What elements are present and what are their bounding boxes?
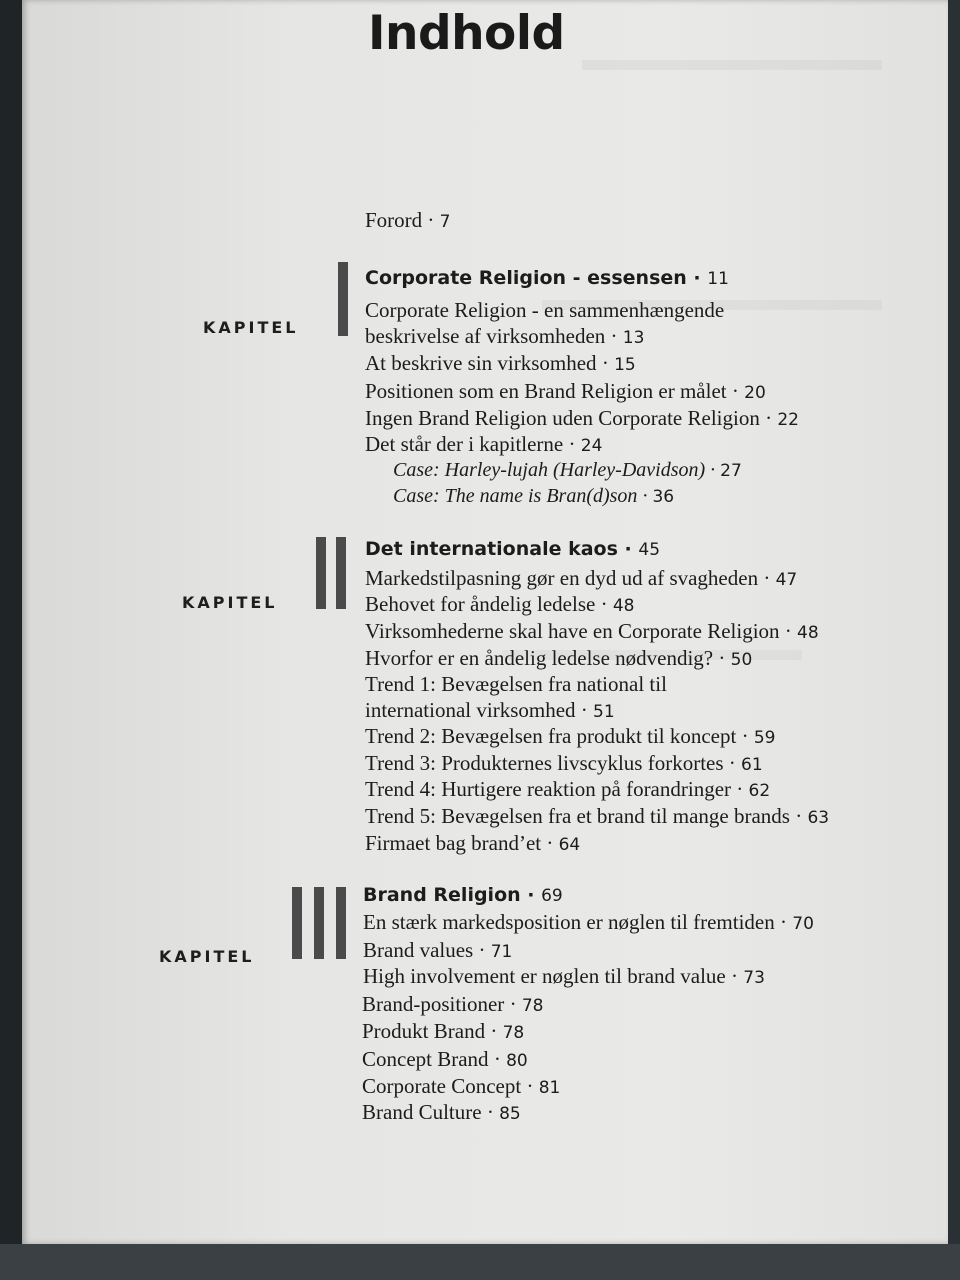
page-number: 81 [538,1078,561,1098]
entry-text: Brand values [363,938,474,962]
entry-text: High involvement er nøglen til brand value [363,964,726,988]
page-number: 85 [499,1104,521,1124]
entry-text: Forord [365,208,423,232]
numeral-bar [338,262,348,336]
toc-entry: Produkt Brand · 78 [362,1019,525,1043]
page-number: 69 [541,886,563,906]
toc-entry: international virksomhed · 51 [365,698,615,722]
page-number: 48 [797,623,819,643]
page-number: 47 [775,570,798,590]
page-number: 24 [580,436,603,456]
toc-entry: En stærk markedsposition er nøglen til fremtiden · 70 [363,910,814,934]
toc-entry: Corporate Concept · 81 [362,1074,561,1098]
entry-text: En stærk markedsposition er nøglen til fremtiden [363,910,775,934]
entry-text: Trend 5: Bevægelsen fra et brand til mange brands [365,804,790,828]
page-number: 62 [748,781,771,801]
chapter-label: KAPITEL [203,318,299,337]
page-number: 48 [612,596,635,616]
entry-text: Corporate Religion - essensen [365,267,687,289]
entry-text: Corporate Concept [362,1074,522,1098]
page-number: 59 [753,728,776,748]
toc-entry: Brand values · 71 [363,938,513,962]
book-cover-edge-right [948,0,960,1244]
page-number: 71 [490,942,513,962]
entry-text: Firmaet bag brand’et [365,831,542,855]
book-cover-edge [0,0,22,1280]
page-number: 61 [741,755,763,775]
toc-entry: At beskrive sin virksomhed · 15 [365,351,636,375]
page-number: 11 [707,269,729,289]
entry-text: Case: Harley-lujah (Harley-Davidson) [393,459,706,481]
page-number: 45 [638,540,661,560]
entry-text: Det står der i kapitlerne [365,432,564,456]
entry-text: Positionen som en Brand Religion er målet [365,379,727,403]
toc-entry: Firmaet bag brand’et · 64 [365,831,581,855]
chapter-heading: Det internationale kaos · 45 [365,538,661,560]
table-surface [0,1244,960,1280]
page-number: 63 [807,808,830,828]
toc-entry: Markedstilpasning gør en dyd ud af svagheden · 47 [365,566,798,590]
toc-entry [365,672,667,697]
page-number: 78 [521,996,544,1016]
toc-entry: Hvorfor er en åndelig ledelse nødvendig? · 50 [365,646,753,670]
numeral-bar [336,887,346,959]
entry-text: Brand Culture [362,1100,482,1124]
page-number: 78 [502,1023,525,1043]
page-number: 51 [593,702,615,722]
page-number: 7 [439,212,451,232]
toc-entry: Brand-positioner · 78 [362,992,544,1016]
page-number: 64 [558,835,581,855]
toc-entry [365,298,724,323]
page-number: 20 [744,383,766,403]
page-number: 27 [720,461,742,481]
toc-entry: Trend 2: Bevægelsen fra produkt til koncept · 59 [365,724,776,748]
forord-entry: Forord · 7 [365,208,451,232]
entry-text: Hvorfor er en åndelig ledelse nødvendig? [365,646,714,670]
toc-entry: Positionen som en Brand Religion er målet · 20 [365,379,766,403]
entry-text: Case: The name is Bran(d)son [393,485,638,507]
entry-text: Corporate Religion - en sammenhængende [365,298,725,322]
toc-entry: High involvement er nøglen til brand value · 73 [363,964,765,988]
entry-text: Det internationale kaos [365,538,618,560]
entry-text: Virksomhederne skal have en Corporate Religion [365,619,780,643]
numeral-bar [292,887,302,959]
toc-entry: beskrivelse af virksomheden · 13 [365,324,645,348]
entry-text: Markedstilpasning gør en dyd ud af svagheden [365,566,759,590]
page-number: 50 [730,650,753,670]
page-number: 36 [652,487,675,507]
toc-entry: Concept Brand · 80 [362,1047,528,1071]
chapter-label: KAPITEL [182,593,278,612]
toc-entry: Trend 4: Hurtigere reaktion på forandringer · 62 [365,777,771,801]
page-number: 22 [777,410,799,430]
page-number: 15 [614,355,636,375]
toc-entry: Virksomhederne skal have en Corporate Religion · 48 [365,619,819,643]
numeral-bar [314,887,324,959]
entry-text: Produkt Brand [362,1019,486,1043]
case-entry: Case: The name is Bran(d)son · 36 [393,485,675,507]
entry-text: Concept Brand [362,1047,489,1071]
case-entry: Case: Harley-lujah (Harley-Davidson) · 27 [393,459,742,481]
entry-text: beskrivelse af virksomheden [365,324,606,348]
toc-entry: Trend 5: Bevægelsen fra et brand til mange brands · 63 [365,804,830,828]
entry-text: international virksomhed [365,698,576,722]
entry-text: Trend 1: Bevægelsen fra national til [365,672,667,696]
toc-entry: Det står der i kapitlerne · 24 [365,432,603,456]
toc-entry: Behovet for åndelig ledelse · 48 [365,592,635,616]
page-number: 80 [506,1051,528,1071]
entry-text: Brand-positioner [362,992,505,1016]
page-title: Indhold [368,6,565,61]
entry-text: Ingen Brand Religion uden Corporate Religion [365,406,760,430]
chapter-heading: Brand Religion · 69 [363,884,563,906]
numeral-bar [336,537,346,609]
toc-entry: Trend 3: Produkternes livscyklus forkortes · 61 [365,751,763,775]
numeral-bar [316,537,326,609]
toc-entry: Ingen Brand Religion uden Corporate Religion · 22 [365,406,799,430]
chapter-label: KAPITEL [159,947,255,966]
chapter-heading: Corporate Religion - essensen · 11 [365,267,729,289]
entry-text: Trend 3: Produkternes livscyklus forkortes [365,751,724,775]
page-number: 13 [622,328,645,348]
entry-text: At beskrive sin virksomhed [365,351,597,375]
entry-text: Behovet for åndelig ledelse [365,592,596,616]
entry-text: Brand Religion [363,884,521,906]
show-through [582,60,882,78]
entry-text: Trend 4: Hurtigere reaktion på forandringer [365,777,732,801]
toc-entry: Brand Culture · 85 [362,1100,521,1124]
entry-text: Trend 2: Bevægelsen fra produkt til koncept [365,724,737,748]
page-number: 73 [743,968,765,988]
page-number: 70 [792,914,814,934]
